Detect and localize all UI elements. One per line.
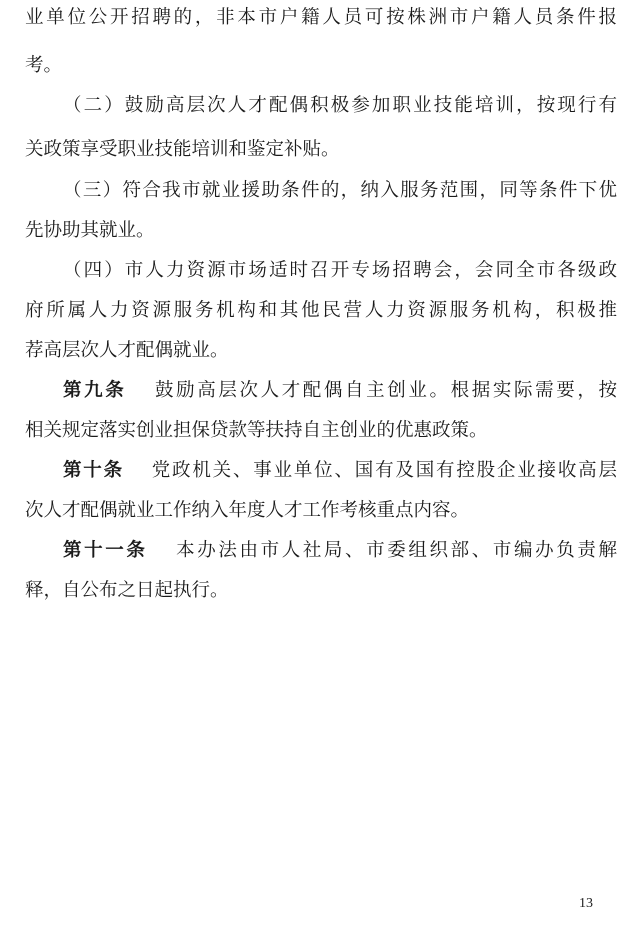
text-line: 考。 xyxy=(25,55,63,76)
article-nine-text: 鼓励高层次人才配偶自主创业。根据实际需要，按 xyxy=(152,380,617,401)
page-number: 13 xyxy=(579,896,593,911)
article-eleven xyxy=(63,537,617,565)
article-nine-heading: 第九条 xyxy=(63,380,127,401)
article-eleven-text: 本办法由市人社局、市委组织部、市编办负责解 xyxy=(173,540,617,561)
text-line: 释，自公布之日起执行。 xyxy=(25,580,229,601)
article-ten-heading: 第十条 xyxy=(63,460,124,481)
text-line: 相关规定落实创业担保贷款等扶持自主创业的优惠政策。 xyxy=(25,420,488,441)
clause-4-line: （四）市人力资源市场适时召开专场招聘会，会同全市各级政 xyxy=(63,260,617,281)
article-ten-text: 党政机关、事业单位、国有及国有控股企业接收高层 xyxy=(149,460,617,481)
text-line: 府所属人力资源服务机构和其他民营人力资源服务机构，积极推 xyxy=(25,300,617,321)
article-ten xyxy=(63,457,617,485)
clause-3-line: （三）符合我市就业援助条件的，纳入服务范围，同等条件下优 xyxy=(63,180,617,201)
text-line: 业单位公开招聘的，非本市户籍人员可按株洲市户籍人员条件报 xyxy=(25,7,617,28)
text-line: 先协助其就业。 xyxy=(25,220,155,241)
article-nine xyxy=(63,377,617,405)
article-eleven-heading: 第十一条 xyxy=(63,540,148,561)
clause-2-line: （二）鼓励高层次人才配偶积极参加职业技能培训，按现行有 xyxy=(63,95,617,116)
text-line: 次人才配偶就业工作纳入年度人才工作考核重点内容。 xyxy=(25,500,470,521)
text-line: 关政策享受职业技能培训和鉴定补贴。 xyxy=(25,139,340,160)
text-line: 荐高层次人才配偶就业。 xyxy=(25,340,229,361)
